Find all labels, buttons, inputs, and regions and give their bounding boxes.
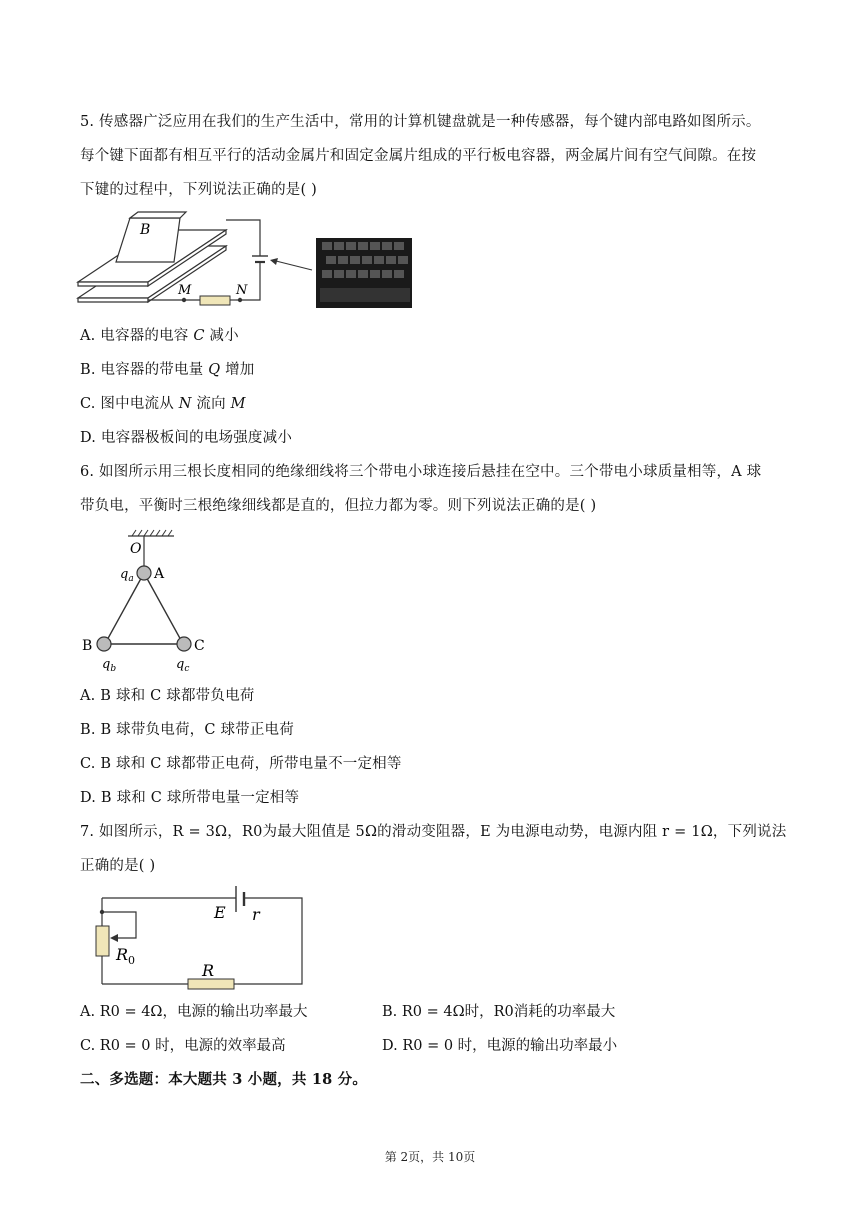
- q7-option-d: D. R0 = 0 时，电源的输出功率最小: [382, 1038, 618, 1054]
- r-label: r: [252, 905, 260, 924]
- q7-stem-line2: 正确的是( ): [80, 858, 156, 874]
- q5-stem-line3: 下键的过程中，下列说法正确的是( ): [80, 182, 318, 198]
- r0-label: $R_0$: [116, 945, 136, 967]
- key-label: B: [140, 222, 151, 238]
- r-resistor-label: R: [202, 961, 215, 980]
- q7-option-a: A. R0 = 4Ω，电源的输出功率最大: [80, 1004, 308, 1020]
- qb-label: $q_b$: [102, 657, 117, 673]
- three-charged-balls-figure: [76, 528, 216, 673]
- e-label: E: [214, 903, 226, 922]
- page-footer: 第 2页，共 10页: [384, 1150, 476, 1164]
- c-label: C: [194, 638, 205, 654]
- q6-option-b: B. B 球带负电荷，C 球带正电荷: [80, 722, 294, 738]
- qa-label: $q_a$: [120, 567, 134, 584]
- q6-option-c: C. B 球和 C 球都带正电荷，所带电量不一定相等: [80, 756, 402, 772]
- q5-stem-line1: 5. 传感器广泛应用在我们的生产生活中，常用的计算机键盘就是一种传感器，每个键内部电路如图所示。: [80, 114, 761, 130]
- q7-option-c: C. R0 = 0 时，电源的效率最高: [80, 1038, 286, 1054]
- o-label: O: [130, 541, 142, 557]
- q7-option-b: B. R0 = 4Ω时，R0消耗的功率最大: [382, 1004, 616, 1020]
- q5-stem-line2: 每个键下面都有相互平行的活动金属片和固定金属片组成的平行板电容器，两金属片间有空气间隙。在按: [80, 148, 757, 164]
- q5-option-a: A. 电容器的电容 C 减小: [80, 328, 239, 344]
- qc-label: $q_c$: [176, 657, 190, 673]
- q6-option-d: D. B 球和 C 球所带电量一定相等: [80, 790, 300, 806]
- q5-option-b: B. 电容器的带电量 Q 增加: [80, 362, 255, 378]
- b-label: B: [82, 638, 93, 654]
- keyboard-capacitor-figure: [76, 210, 416, 314]
- n-label: N: [236, 283, 248, 298]
- q6-stem-line2: 带负电，平衡时三根绝缘细线都是直的，但拉力都为零。则下列说法正确的是( ): [80, 498, 597, 514]
- q6-option-a: A. B 球和 C 球都带负电荷: [80, 688, 255, 704]
- variable-resistor-circuit-figure: [88, 880, 318, 992]
- q7-stem-line1: 7. 如图所示，R = 3Ω，R0为最大阻值是 5Ω的滑动变阻器，E 为电源电动势，电源内阻 r = 1Ω，下列说法: [80, 824, 787, 840]
- a-label: A: [154, 566, 165, 582]
- section-heading-multiple-choice: 二、多选题：本大题共 3 小题，共 18 分。: [80, 1071, 368, 1088]
- q5-option-c: C. 图中电流从 N 流向 M: [80, 396, 246, 412]
- q6-stem-line1: 6. 如图所示用三根长度相同的绝缘细线将三个带电小球连接后悬挂在空中。三个带电小球质量相等，A 球: [80, 464, 762, 480]
- m-label: M: [178, 283, 192, 298]
- q5-option-d: D. 电容器极板间的电场强度减小: [80, 430, 293, 446]
